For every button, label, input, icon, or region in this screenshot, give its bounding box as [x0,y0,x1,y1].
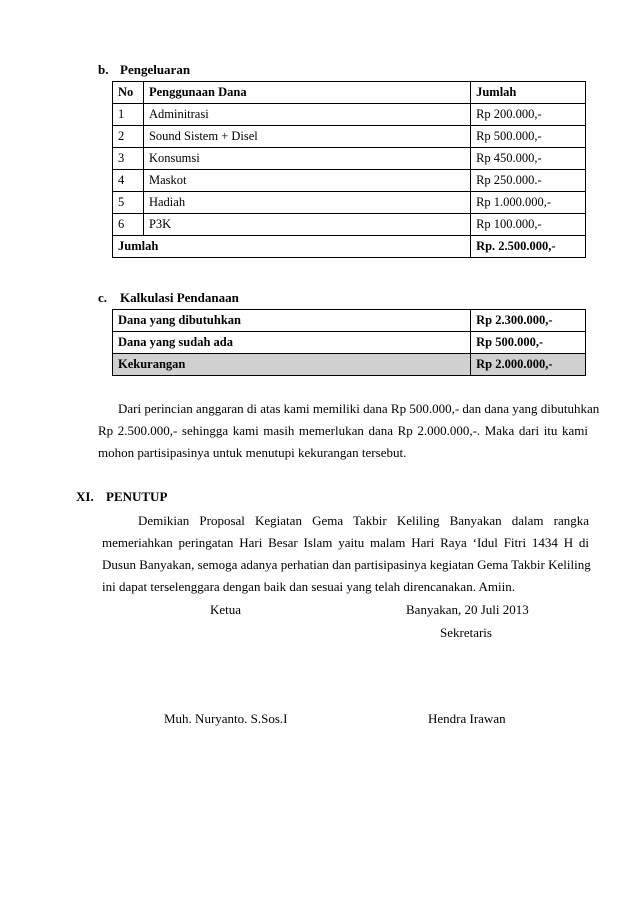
section-marker: c. [98,290,108,305]
paragraph-line: mohon partisipasinya untuk menutupi kekurangan tersebut. [98,445,407,460]
total-label: Jumlah [113,236,471,258]
table-row [113,310,586,332]
table-row [113,214,586,236]
section-title: PENUTUP [106,489,168,504]
section-marker: b. [98,62,109,77]
right-role: Sekretaris [440,625,492,640]
summary-paragraph [98,398,600,464]
row-amount: Rp 200.000,- [471,104,586,126]
row-no: 3 [113,148,144,170]
row-no: 1 [113,104,144,126]
row-amount: Rp 2.000.000,- [471,354,586,376]
table-row [113,104,586,126]
row-label: Kekurangan [113,354,471,376]
row-amount: Rp 500.000,- [471,126,586,148]
row-use: Adminitrasi [143,104,470,126]
closing-paragraph [102,510,589,598]
table-row [113,126,586,148]
header-no: No [113,82,144,104]
row-amount: Rp 250.000.- [471,170,586,192]
row-use: Maskot [143,170,470,192]
table-row [113,192,586,214]
row-no: 4 [113,170,144,192]
place-date: Banyakan, 20 Juli 2013 [406,602,529,617]
row-amount: Rp 1.000.000,- [471,192,586,214]
paragraph-line: Rp 2.500.000,- sehingga kami masih memerlukan dana Rp 2.000.000,-. Maka dari itu kami [98,423,588,438]
row-use: Hadiah [143,192,470,214]
paragraph-line: memeriahkan peringatan Hari Besar Islam yaitu malam Hari Raya ‘Idul Fitri 1434 H di [102,535,589,550]
section-title: Kalkulasi Pendanaan [120,290,239,305]
left-role: Ketua [210,602,242,617]
table-row [113,148,586,170]
section-heading-kalkulasi [98,290,239,306]
paragraph-line: Dari perincian anggaran di atas kami memiliki dana Rp 500.000,- dan dana yang dibutuhkan [118,401,600,416]
table-total-row [113,236,586,258]
total-amount: Rp. 2.500.000,- [471,236,586,258]
header-amount: Jumlah [471,82,586,104]
table-row [113,332,586,354]
row-amount: Rp 500.000,- [471,332,586,354]
paragraph-line: Demikian Proposal Kegiatan Gema Takbir Keliling Banyakan dalam rangka [138,513,589,528]
table-row [113,170,586,192]
row-label: Dana yang sudah ada [113,332,471,354]
row-no: 5 [113,192,144,214]
row-use: Sound Sistem + Disel [143,126,470,148]
row-use: P3K [143,214,470,236]
section-heading-pengeluaran [98,62,190,78]
section-heading-penutup [76,489,167,505]
row-no: 6 [113,214,144,236]
table-header-row [113,82,586,104]
row-amount: Rp 2.300.000,- [471,310,586,332]
funding-table [112,309,586,376]
table-row-shortfall [113,354,586,376]
section-marker: XI. [76,489,94,504]
right-signatory-name: Hendra Irawan [428,711,506,726]
section-title: Pengeluaran [120,62,191,77]
row-label: Dana yang dibutuhkan [113,310,471,332]
expense-table [112,81,586,258]
row-use: Konsumsi [143,148,470,170]
row-no: 2 [113,126,144,148]
left-signatory-name: Muh. Nuryanto. S.Sos.I [164,711,288,726]
row-amount: Rp 450.000,- [471,148,586,170]
header-use: Penggunaan Dana [143,82,470,104]
paragraph-line: Dusun Banyakan, semoga adanya perhatian dan partisipasinya kegiatan Gema Takbir Keliling [102,557,591,572]
paragraph-line: ini dapat terselenggara dengan baik dan sesuai yang telah direncanakan. Amiin. [102,579,515,594]
row-amount: Rp 100.000,- [471,214,586,236]
